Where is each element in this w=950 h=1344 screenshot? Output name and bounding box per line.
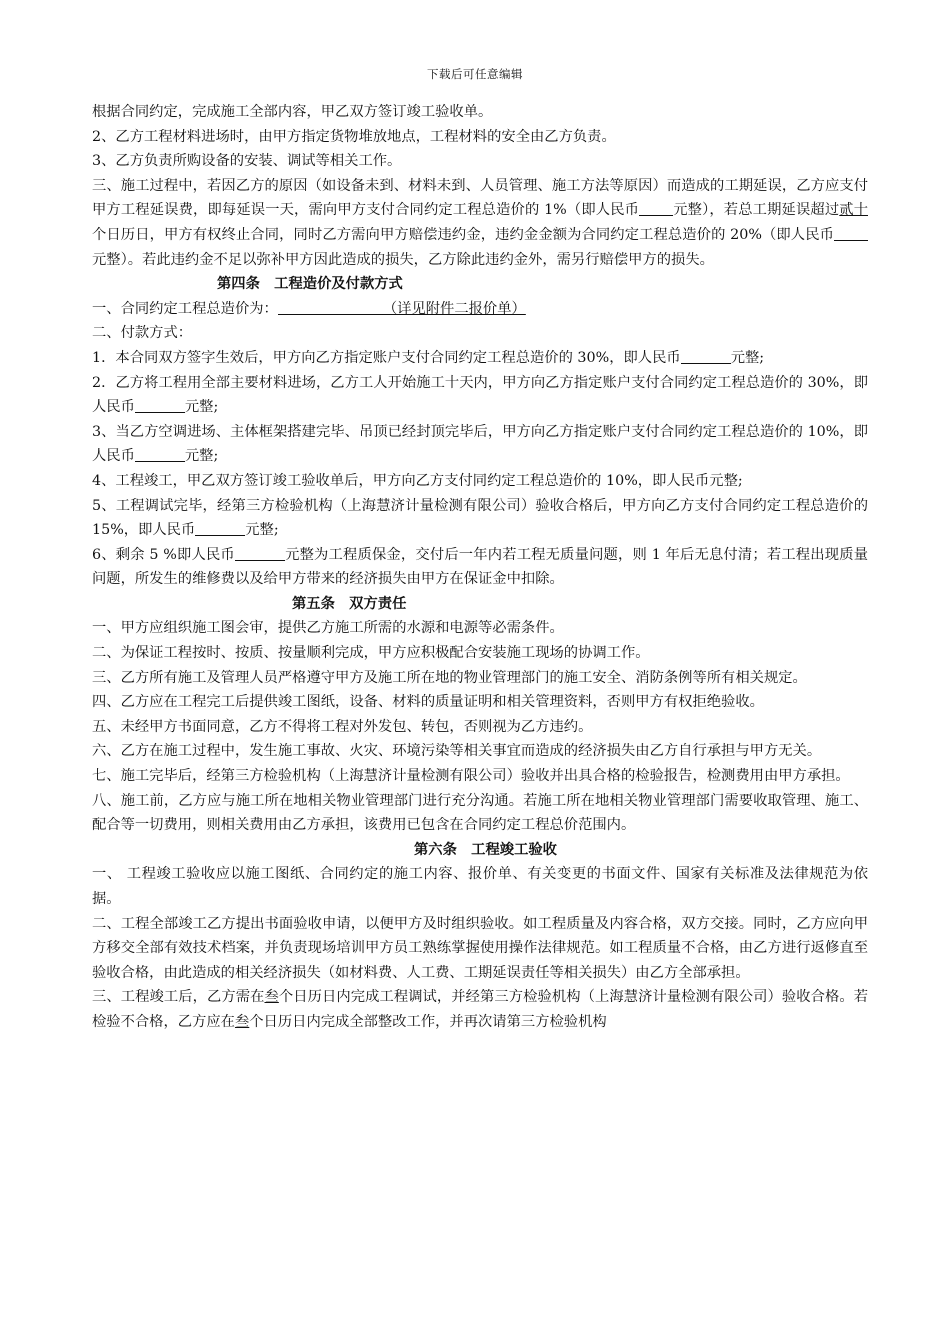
paragraph: 一、甲方应组织施工图会审，提供乙方施工所需的水源和电源等必需条件。 bbox=[92, 620, 564, 637]
paragraph: 四、乙方应在工程完工后提供竣工图纸，设备、材料的质量证明和相关管理资料，否则甲方有权拒绝验收。 bbox=[92, 694, 764, 711]
text: 元整; bbox=[245, 522, 279, 539]
payment-item bbox=[92, 371, 868, 420]
text: 6、剩余 5 %即人民币 bbox=[92, 546, 235, 563]
text: 元整）。若此违约金不足以弥补甲方因此造成的损失，乙方除此违约金外，需另行赔偿甲方的损失。 bbox=[92, 251, 714, 268]
text: 1．本合同双方签字生效后，甲方向乙方指定账户支付合同约定工程总造价的 30%，即人民币 bbox=[92, 349, 681, 366]
paragraph: 2、乙方工程材料进场时，由甲方指定货物堆放地点，工程材料的安全由乙方负责。 bbox=[92, 128, 616, 145]
text: 5、工程调试完毕，经第三方检验机构（上海慧济计量检测有限公司）验收合格后，甲方向乙方支付合同约定工程总造价的 15%，即人民币 bbox=[92, 497, 868, 539]
underlined-text: 叁 bbox=[264, 989, 279, 1006]
blank-field bbox=[278, 300, 383, 315]
text: 元整），若总工期延误超过 bbox=[673, 202, 840, 219]
page-header: 下载后可任意编辑 bbox=[427, 67, 523, 81]
paragraph: 二、为保证工程按时、按质、按量顺利完成，甲方应积极配合安装施工现场的协调工作。 bbox=[92, 645, 650, 662]
payment-item bbox=[92, 543, 868, 592]
paragraph: 二、付款方式： bbox=[92, 325, 193, 342]
blank-field bbox=[195, 521, 245, 536]
blank-field bbox=[135, 398, 185, 413]
payment-item bbox=[92, 346, 868, 371]
blank-field bbox=[135, 447, 185, 462]
section-title: 第四条 工程造价及付款方式 bbox=[217, 276, 403, 293]
text: 元整为工程质保金，交付后一年内若工程无质量问题，则 1 年后无息付清；若工程出现质量问题，所发生的维修费以及给甲方带来的经济损失由甲方在保证金中扣除。 bbox=[92, 546, 868, 588]
text: 个日历日，甲方有权终止合同，同时乙方需向甲方赔偿违约金，违约金金额为合同约定工程总造价的 20%（即人民币 bbox=[92, 226, 834, 243]
paragraph-delay-penalty bbox=[92, 174, 868, 272]
text: 元整; bbox=[184, 448, 219, 465]
blank-field bbox=[681, 349, 731, 364]
underlined-text: 贰十 bbox=[839, 202, 868, 219]
paragraph: 七、施工完毕后，经第三方检验机构（上海慧济计量检测有限公司）验收并出具合格的检验报告，检测费用由甲方承担。 bbox=[92, 768, 850, 785]
section-title: 第六条 工程竣工验收 bbox=[414, 841, 557, 858]
paragraph-acceptance bbox=[92, 985, 868, 1034]
payment-item: 4、工程竣工，甲乙双方签订竣工验收单后，甲方向乙方支付同约定工程总造价的 10%，即人民币元整; bbox=[92, 472, 743, 489]
paragraph: 三、乙方所有施工及管理人员严格遵守甲方及施工所在地的物业管理部门的施工安全、消防条例等所有相关规定。 bbox=[92, 669, 807, 686]
text: 三、施工过程中，若因乙方的原因（如设备未到、材料未到、人员管理、施工方法等原因）而造成的工期延误，乙方应支付甲方工程延误费，即每延误一天，需向甲方支付合同约定工程总造价的 1%（即人民币 bbox=[92, 177, 868, 219]
paragraph: 六、乙方在施工过程中，发生施工事故、火灾、环境污染等相关事宜而造成的经济损失由乙方自行承担与甲方无关。 bbox=[92, 743, 822, 760]
paragraph: 二、工程全部竣工乙方提出书面验收申请，以便甲方及时组织验收。如工程质量及内容合格，双方交接。同时，乙方应向甲方移交全部有效技术档案，并负责现场培训甲方员工熟练掌握使用操作法律规范。如工程质量不合格，由乙方进行返修直至验收合格，由此造成的相关经济损失（如材料费、人工费、工期延误责任等相关损失）由乙方全部承担。 bbox=[92, 915, 868, 981]
blank-field bbox=[235, 546, 285, 561]
paragraph-total-price bbox=[92, 297, 868, 322]
paragraph: 一、 工程竣工验收应以施工图纸、合同约定的施工内容、报价单、有关变更的书面文件、国家有关标准及法律规范为依据。 bbox=[92, 866, 868, 907]
payment-item bbox=[92, 420, 868, 469]
paragraph: 五、未经甲方书面同意，乙方不得将工程对外发包、转包，否则视为乙方违约。 bbox=[92, 718, 593, 735]
text: 三、工程竣工后，乙方需在 bbox=[92, 989, 265, 1006]
text: 2．乙方将工程用全部主要材料进场，乙方工人开始施工十天内，甲方向乙方指定账户支付合同约定工程总造价的 30%，即人民币 bbox=[92, 374, 868, 416]
blank-field bbox=[834, 226, 868, 241]
underlined-text: 叁 bbox=[234, 1013, 250, 1030]
paragraph: 3、乙方负责所购设备的安装、调试等相关工作。 bbox=[92, 153, 402, 170]
text: 一、合同约定工程总造价为： bbox=[92, 300, 278, 317]
text: 3、当乙方空调进场、主体框架搭建完毕、吊顶已经封顶完毕后，甲方向乙方指定账户支付合同约定工程总造价的 10%，即人民币 bbox=[92, 423, 868, 465]
text: 元整; bbox=[730, 349, 765, 366]
blank-field bbox=[639, 201, 673, 216]
document-body bbox=[92, 100, 868, 1035]
paragraph: 根据合同约定，完成施工全部内容，甲乙双方签订竣工验收单。 bbox=[92, 104, 493, 120]
section-title: 第五条 双方责任 bbox=[292, 595, 407, 612]
text: 个日历日内完成全部整改工作，并再次请第三方检验机构 bbox=[249, 1013, 607, 1030]
text: 个日历日内完成工程调试，并经第三方检验机构（上海慧济计量检测有限公司）验收合格。若检验不合格，乙方应在 bbox=[92, 989, 869, 1030]
text: 元整; bbox=[184, 399, 219, 416]
payment-item bbox=[92, 494, 868, 543]
paragraph: 八、施工前，乙方应与施工所在地相关物业管理部门进行充分沟通。若施工所在地相关物业管理部门需要收取管理、施工、配合等一切费用，则相关费用由乙方承担，该费用已包含在合同约定工程总价范围内。 bbox=[92, 792, 868, 834]
underlined-text: （详见附件二报价单） bbox=[382, 300, 526, 317]
